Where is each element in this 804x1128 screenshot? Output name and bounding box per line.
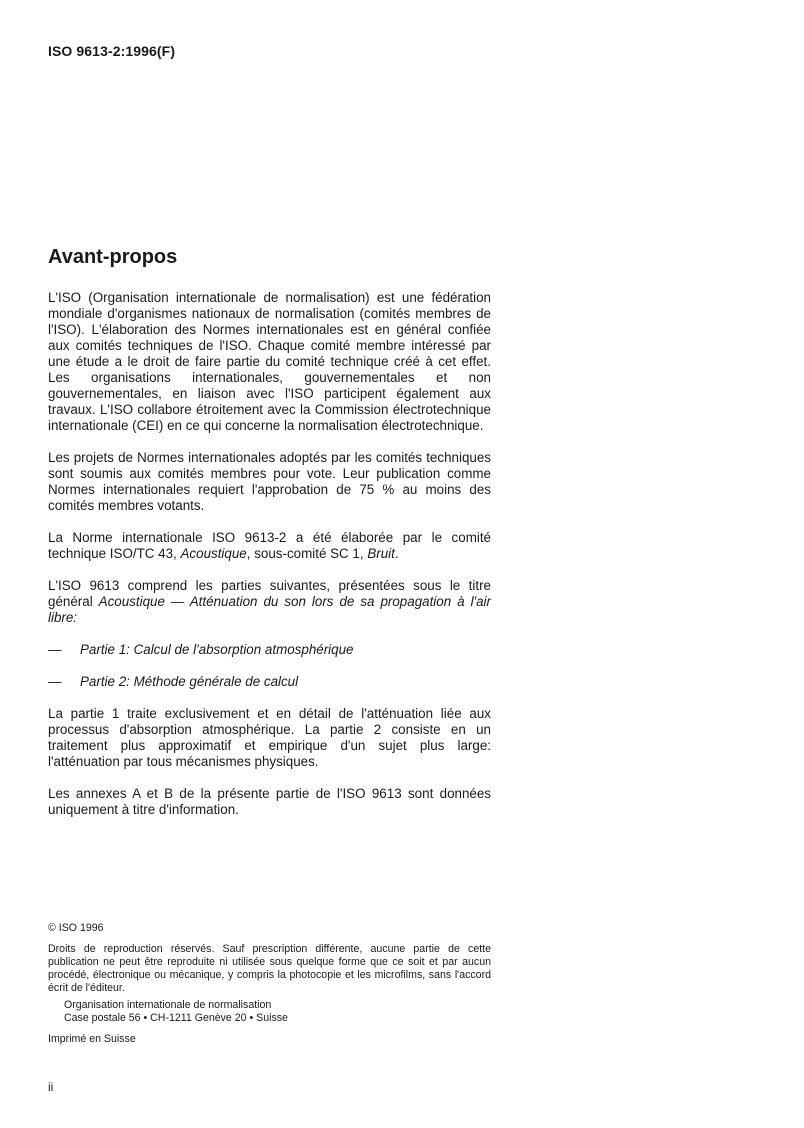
document-id: ISO 9613-2:1996(F)	[48, 43, 176, 59]
paragraph-iso-description: L'ISO (Organisation internationale de normalisation) est une fédération mondiale d'organismes nationaux de normalisation (comités membres de l'ISO). L'élaboration des Normes internationales est en général confiée aux comités techniques de l'ISO. Chaque comité membre intéressé par une étude a le droit de faire partie du comité technique créé à cet effet. Les organisations internationales, gouvernementales et non gouvernementales, en liaison avec l'ISO participent également aux travaux. L'ISO collabore étroitement avec la Commission électrotechnique internationale (CEI) en ce qui concerne la normalisation électrotechnique.	[48, 290, 491, 433]
list-dash: —	[48, 674, 62, 689]
paragraph-voting: Les projets de Normes internationales adoptés par les comités techniques sont soumis aux comités membres pour vote. Leur publication comme Normes internationales requiert l'approbation de 75 % au moins des comités membres votants.	[48, 450, 491, 513]
committee-text-c: , sous-comité SC 1,	[246, 546, 368, 561]
list-item-part-1	[48, 642, 491, 658]
printed-in: Imprimé en Suisse	[48, 1033, 136, 1045]
list-item-part-2	[48, 674, 491, 690]
organisation-name: Organisation internationale de normalisation	[64, 999, 272, 1011]
paragraph-annexes: Les annexes A et B de la présente partie de l'ISO 9613 sont données uniquement à titre d'information.	[48, 786, 491, 817]
committee-acoustique: Acoustique	[180, 546, 247, 561]
paragraph-committee	[48, 530, 491, 562]
rights-notice: Droits de reproduction réservés. Sauf prescription différente, aucune partie de cette publication ne peut être reproduite ni utilisée sous quelque forme que ce soit et par aucun procédé, électronique ou mécanique, y compris la photocopie et les microfilms, sans l'accord écrit de l'éditeur.	[48, 943, 491, 994]
committee-text-e: .	[394, 546, 399, 561]
list-item-text: Partie 2: Méthode générale de calcul	[80, 674, 299, 689]
copyright-line: © ISO 1996	[48, 922, 104, 934]
parts-general-title: Acoustique — Atténuation du son lors de sa propagation à l'air libre:	[48, 594, 491, 625]
copyright-footer	[48, 922, 491, 1046]
page-number: ii	[48, 1080, 54, 1094]
committee-text-a: La Norme internationale ISO 9613-2 a été élaborée par le comité technique ISO/TC 43,	[48, 530, 491, 561]
paragraph-parts	[48, 578, 491, 626]
paragraph-parts-scope: La partie 1 traite exclusivement et en détail de l'atténuation liée aux processus d'absorption atmosphérique. La partie 2 consiste en un traitement plus approximatif et empirique d'un sujet plus large: l'atténuation par tous mécanismes physiques.	[48, 706, 491, 769]
committee-bruit: Bruit	[367, 546, 395, 561]
organisation-address: Case postale 56 • CH-1211 Genève 20 • Suisse	[64, 1012, 288, 1024]
list-item-text: Partie 1: Calcul de l'absorption atmosphérique	[80, 642, 354, 657]
list-dash: —	[48, 642, 62, 657]
foreword-body	[48, 290, 491, 834]
parts-text: L'ISO 9613 comprend les parties suivantes, présentées sous le titre général	[48, 578, 491, 609]
section-title: Avant-propos	[48, 246, 178, 268]
